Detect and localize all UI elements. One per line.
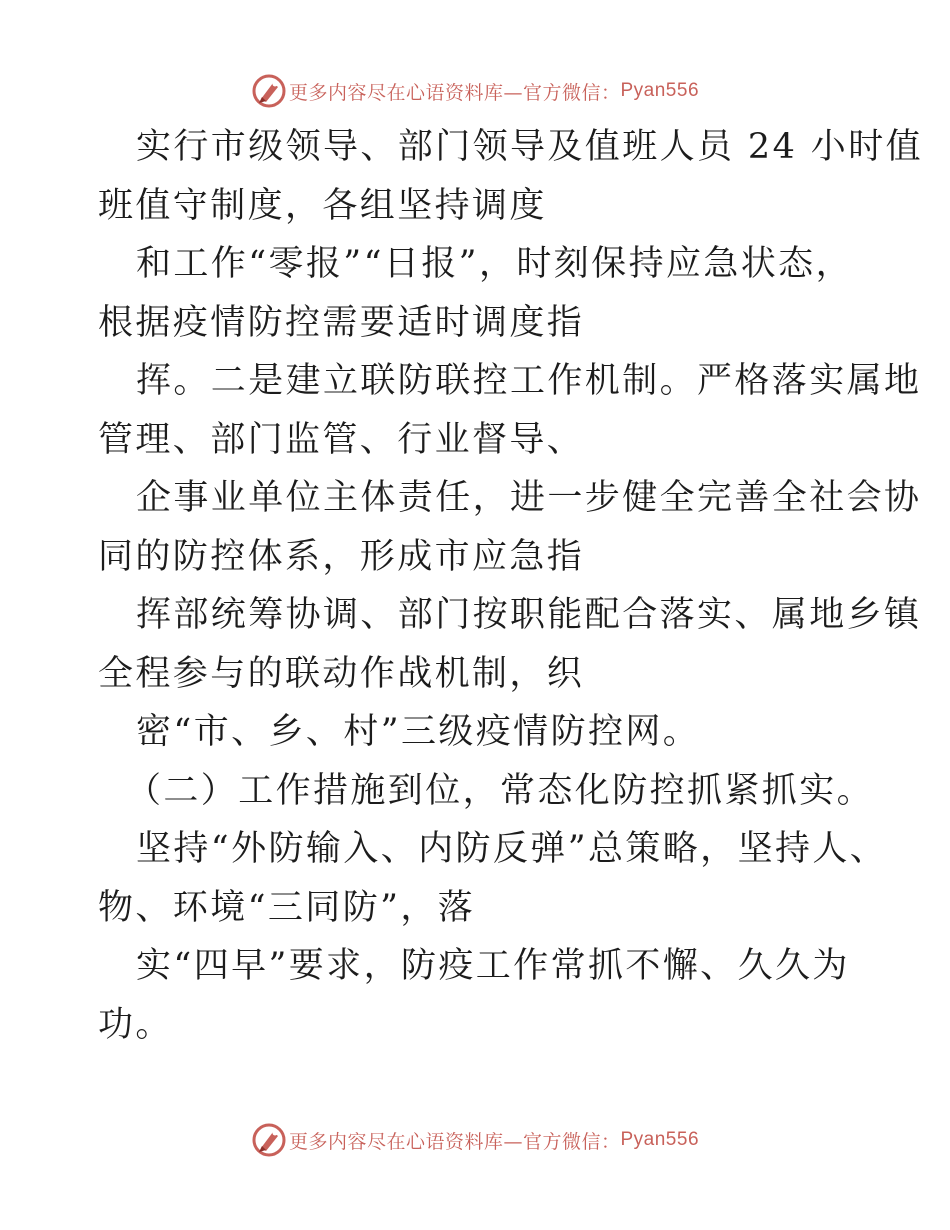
- body-line: 企事业单位主体责任，进一步健全完善全社会协: [136, 478, 922, 518]
- body-line: 同的防控体系，形成市应急指: [98, 536, 585, 577]
- body-line: 功。: [98, 1004, 173, 1045]
- body-line: 挥部统筹协调、部门按职能配合落实、属地乡镇: [136, 595, 922, 635]
- pen-logo-icon: [251, 1122, 287, 1158]
- wechat-id: Pyan556: [620, 1129, 700, 1150]
- body-line: 实“四早”要求，防疫工作常抓不懈、久久为: [136, 946, 850, 986]
- body-line: 坚持“外防输入、内防反弹”总策略，坚持人、: [136, 829, 888, 869]
- document-body: [98, 118, 923, 1054]
- section-heading: （二）工作措施到位，常态化防控抓紧抓实。: [126, 770, 875, 811]
- body-line: 实行市级领导、部门领导及值班人员 24 小时值: [136, 127, 923, 167]
- banner-text: 更多内容尽在心语资料库—官方微信：: [288, 81, 621, 104]
- body-line: 管理、部门监管、行业督导、: [98, 419, 585, 460]
- header-banner: [0, 71, 950, 111]
- body-line: 挥。二是建立联防联控工作机制。严格落实属地: [136, 361, 922, 401]
- banner-text: 更多内容尽在心语资料库—官方微信：: [288, 1130, 621, 1153]
- body-line: 班值守制度，各组坚持调度: [98, 185, 547, 226]
- wechat-id: Pyan556: [620, 80, 700, 101]
- body-line: 物、环境“三同防”，落: [98, 887, 476, 928]
- body-line: 全程参与的联动作战机制，织: [98, 653, 585, 694]
- body-line: 密“市、乡、村”三级疫情防控网。: [136, 712, 701, 752]
- footer-banner: [0, 1120, 950, 1160]
- pen-logo-icon: [251, 73, 287, 109]
- body-line: 根据疫情防控需要适时调度指: [98, 302, 585, 343]
- body-line: 和工作“零报”“日报”，时刻保持应急状态，: [136, 244, 853, 284]
